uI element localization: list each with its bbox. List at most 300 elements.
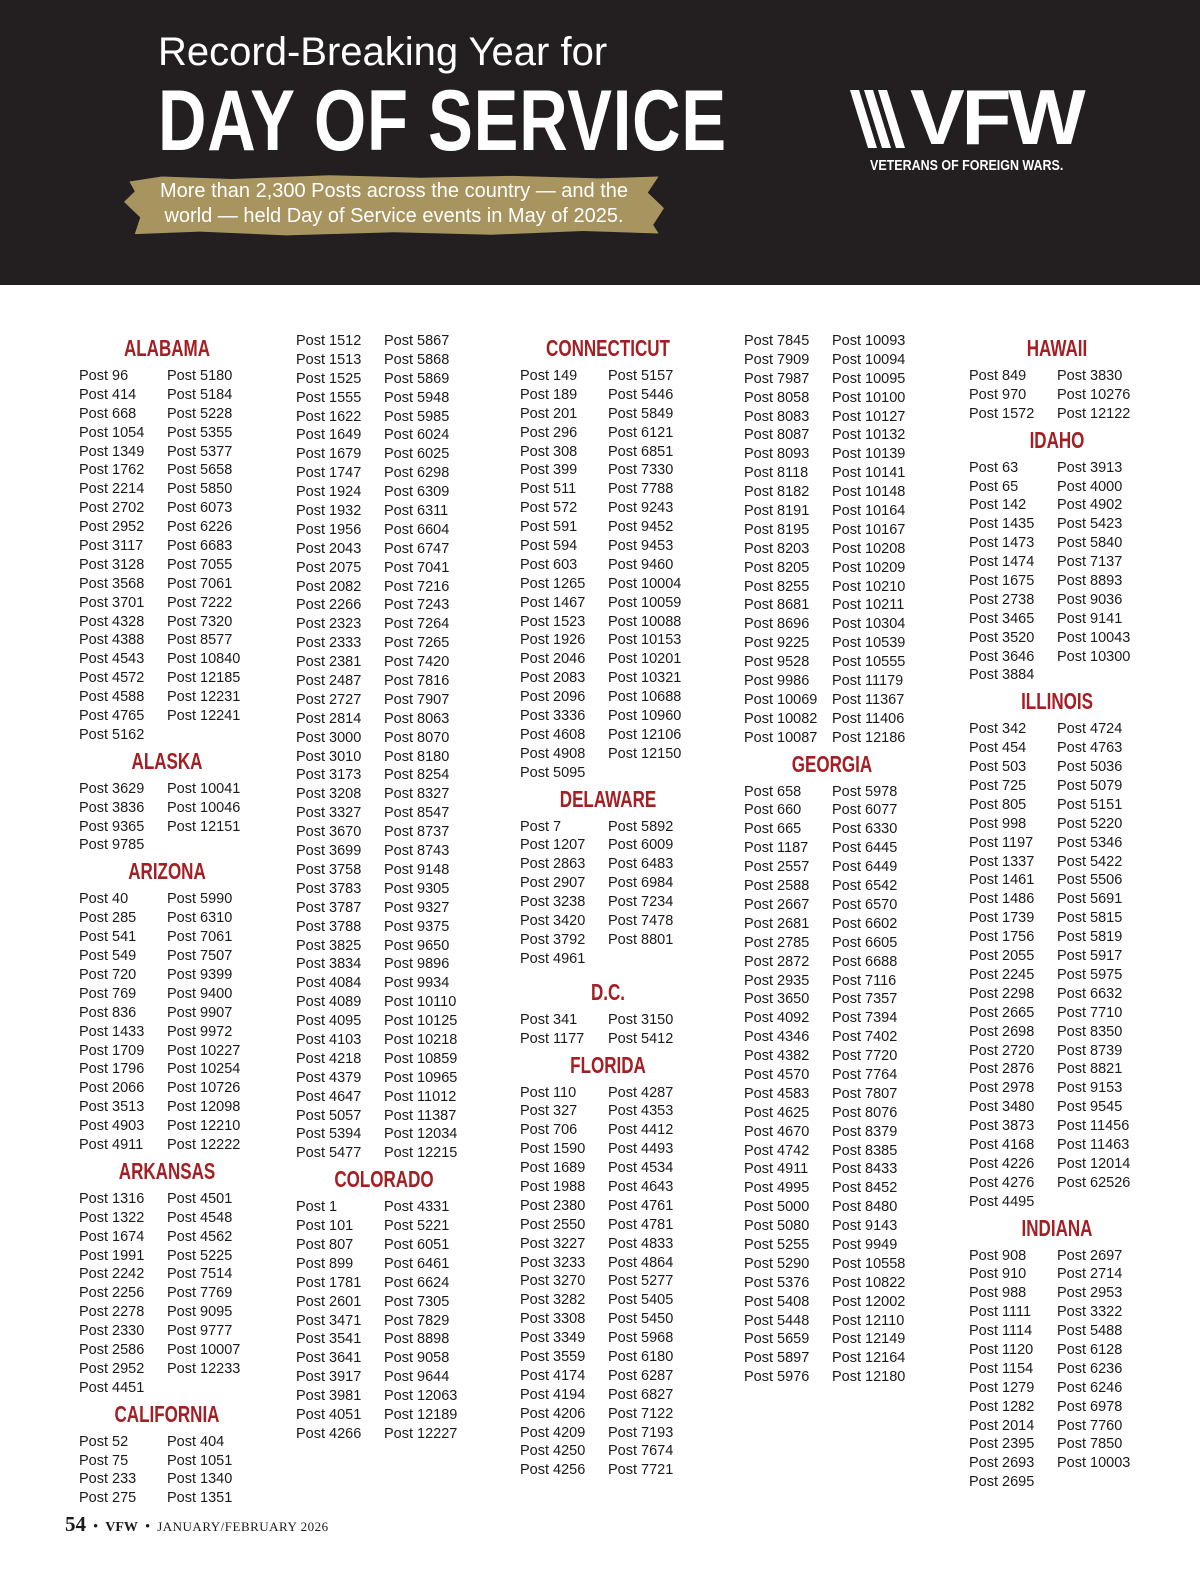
post-entry: Post 6449 bbox=[832, 859, 898, 876]
post-entry: Post 4761 bbox=[608, 1197, 674, 1214]
state-name: CALIFORNIA bbox=[114, 1400, 220, 1427]
state-heading bbox=[969, 685, 1169, 720]
post-entry: Post 6851 bbox=[608, 443, 674, 460]
post-entry: Post 3233 bbox=[520, 1254, 586, 1271]
post-entry: Post 1322 bbox=[79, 1209, 145, 1226]
post-entry: Post 7721 bbox=[608, 1462, 674, 1479]
post-entry: Post 3787 bbox=[296, 899, 362, 916]
post-entry: Post 1486 bbox=[969, 891, 1035, 908]
post-entry: Post 1747 bbox=[296, 465, 362, 482]
post-entry: Post 1187 bbox=[744, 840, 809, 857]
post-entry: Post 7330 bbox=[608, 462, 674, 479]
post-entry: Post 668 bbox=[79, 405, 137, 422]
post-entry: Post 189 bbox=[520, 386, 578, 403]
post-entry: Post 7845 bbox=[744, 333, 810, 349]
post-entry: Post 3327 bbox=[296, 805, 362, 822]
post-entry: Post 4276 bbox=[969, 1174, 1035, 1191]
post-entry: Post 2333 bbox=[296, 635, 362, 652]
post-entry: Post 3701 bbox=[79, 594, 145, 611]
post-entry: Post 1474 bbox=[969, 554, 1035, 571]
post-entry: Post 10726 bbox=[167, 1080, 241, 1097]
post-entry: Post 5506 bbox=[1057, 872, 1123, 889]
post-entry: Post 3758 bbox=[296, 861, 362, 878]
post-entry: Post 9399 bbox=[167, 966, 233, 983]
post-entry: Post 725 bbox=[969, 778, 1027, 795]
post-entry: Post 769 bbox=[79, 985, 137, 1002]
post-entry: Post 5867 bbox=[384, 333, 450, 349]
post-entry: Post 4174 bbox=[520, 1367, 586, 1384]
post-entry: Post 296 bbox=[520, 424, 578, 441]
post-entry: Post 3792 bbox=[520, 931, 586, 948]
post-entry: Post 40 bbox=[79, 891, 129, 908]
post-entry: Post 454 bbox=[969, 740, 1027, 757]
post-entry: Post 3884 bbox=[969, 667, 1035, 684]
post-entry: Post 2863 bbox=[520, 856, 586, 873]
post-entry: Post 5917 bbox=[1057, 948, 1123, 965]
post-entry: Post 3270 bbox=[520, 1273, 586, 1290]
post-entry: Post 5423 bbox=[1057, 516, 1123, 533]
post-entry: Post 9934 bbox=[384, 975, 450, 992]
issue-date: JANUARY/FEBRUARY 2026 bbox=[157, 1519, 329, 1534]
post-entry: Post 2695 bbox=[969, 1474, 1035, 1491]
post-entry: Post 2266 bbox=[296, 597, 362, 614]
post-entry: Post 10093 bbox=[832, 333, 906, 349]
state-name: CONNECTICUT bbox=[546, 335, 670, 361]
state-name: INDIANA bbox=[1021, 1214, 1093, 1241]
post-entry: Post 62526 bbox=[1057, 1174, 1131, 1191]
post-entry: Post 2586 bbox=[79, 1341, 145, 1358]
post-entry: Post 6984 bbox=[608, 875, 674, 892]
post-entry: Post 9986 bbox=[744, 673, 810, 690]
post-entry: Post 101 bbox=[296, 1218, 354, 1235]
post-entry: Post 1796 bbox=[79, 1061, 145, 1078]
post-entry: Post 2714 bbox=[1057, 1266, 1123, 1283]
post-entry: Post 12180 bbox=[832, 1369, 906, 1386]
post-entry: Post 10059 bbox=[608, 594, 682, 611]
state-name: HAWAII bbox=[1026, 335, 1088, 361]
post-entry: Post 11179 bbox=[832, 673, 904, 690]
state-name: ALABAMA bbox=[123, 335, 211, 361]
post-entry: Post 1590 bbox=[520, 1141, 586, 1158]
post-entry: Post 1525 bbox=[296, 370, 362, 387]
post-entry: Post 4583 bbox=[744, 1085, 810, 1102]
post-entry: Post 10003 bbox=[1057, 1455, 1131, 1472]
post-list bbox=[520, 1084, 720, 1481]
post-entry: Post 5151 bbox=[1057, 796, 1123, 813]
post-entry: Post 233 bbox=[79, 1471, 137, 1488]
post-entry: Post 9375 bbox=[384, 918, 450, 935]
post-entry: Post 65 bbox=[969, 478, 1019, 495]
post-entry: Post 1523 bbox=[520, 613, 586, 630]
post-entry: Post 8203 bbox=[744, 540, 810, 557]
post-entry: Post 2278 bbox=[79, 1304, 145, 1321]
post-entry: Post 8205 bbox=[744, 559, 810, 576]
post-entry: Post 5184 bbox=[167, 386, 233, 403]
post-entry: Post 1555 bbox=[296, 389, 362, 406]
post-entry: Post 12215 bbox=[384, 1145, 458, 1162]
subheadline-line-1: More than 2,300 Posts across the country — and the bbox=[159, 180, 629, 202]
post-entry: Post 2665 bbox=[969, 1004, 1035, 1021]
post-entry: Post 2046 bbox=[520, 651, 586, 668]
post-entry: Post 6121 bbox=[608, 424, 674, 441]
post-entry: Post 1435 bbox=[969, 516, 1035, 533]
post-entry: Post 3825 bbox=[296, 937, 362, 954]
post-list bbox=[79, 780, 279, 856]
post-entry: Post 1111 bbox=[969, 1304, 1032, 1321]
post-entry: Post 2082 bbox=[296, 578, 362, 595]
logo-tagline: VETERANS OF FOREIGN WARS. bbox=[870, 158, 1064, 174]
post-entry: Post 1756 bbox=[969, 929, 1035, 946]
subheadline-line-2: world — held Day of Service events in May of 2025. bbox=[164, 205, 624, 227]
post-entry: Post 4625 bbox=[744, 1104, 810, 1121]
post-entry: Post 3917 bbox=[296, 1369, 362, 1386]
post-entry: Post 5376 bbox=[744, 1274, 810, 1291]
post-entry: Post 2323 bbox=[296, 616, 362, 633]
post-entry: Post 6445 bbox=[832, 840, 898, 857]
post-entry: Post 3173 bbox=[296, 767, 362, 784]
post-entry: Post 10822 bbox=[832, 1274, 906, 1291]
post-entry: Post 6978 bbox=[1057, 1398, 1123, 1415]
post-entry: Post 908 bbox=[969, 1247, 1027, 1264]
post-entry: Post 5220 bbox=[1057, 815, 1123, 832]
post-entry: Post 8083 bbox=[744, 408, 810, 425]
post-entry: Post 4250 bbox=[520, 1443, 586, 1460]
post-entry: Post 4495 bbox=[969, 1193, 1035, 1210]
post-entry: Post 6311 bbox=[384, 503, 449, 520]
post-entry: Post 4266 bbox=[296, 1425, 362, 1442]
post-entry: Post 7514 bbox=[167, 1266, 233, 1283]
post-entry: Post 4218 bbox=[296, 1050, 362, 1067]
post-entry: Post 1679 bbox=[296, 446, 362, 463]
post-entry: Post 4911 bbox=[744, 1161, 809, 1178]
post-entry: Post 2935 bbox=[744, 972, 810, 989]
post-entry: Post 12034 bbox=[384, 1126, 458, 1143]
post-entry: Post 10069 bbox=[744, 691, 818, 708]
post-entry: Post 110 bbox=[520, 1084, 577, 1101]
post-entry: Post 7264 bbox=[384, 616, 450, 633]
post-entry: Post 1207 bbox=[520, 837, 586, 854]
post-entry: Post 5819 bbox=[1057, 929, 1123, 946]
post-entry: Post 7061 bbox=[167, 575, 233, 592]
post-entry: Post 541 bbox=[79, 929, 137, 946]
post-entry: Post 4570 bbox=[744, 1066, 810, 1083]
state-name: D.C. bbox=[590, 978, 626, 1005]
post-entry: Post 10082 bbox=[744, 710, 818, 727]
post-entry: Post 10210 bbox=[832, 578, 906, 595]
post-entry: Post 3480 bbox=[969, 1099, 1035, 1116]
post-entry: Post 10094 bbox=[832, 351, 906, 368]
post-entry: Post 4000 bbox=[1057, 478, 1123, 495]
post-list bbox=[520, 367, 720, 783]
post-entry: Post 96 bbox=[79, 368, 129, 384]
post-entry: Post 5868 bbox=[384, 351, 450, 368]
state-heading bbox=[296, 1163, 496, 1198]
post-entry: Post 7265 bbox=[384, 635, 450, 652]
post-entry: Post 10321 bbox=[608, 670, 682, 687]
post-entry: Post 1051 bbox=[167, 1452, 233, 1469]
post-entry: Post 4833 bbox=[608, 1235, 674, 1252]
post-entry: Post 2066 bbox=[79, 1080, 145, 1097]
post-entry: Post 10960 bbox=[608, 708, 682, 725]
post-entry: Post 2298 bbox=[969, 985, 1035, 1002]
post-entry: Post 5162 bbox=[79, 726, 145, 743]
post-entry: Post 6009 bbox=[608, 837, 674, 854]
post-entry: Post 5057 bbox=[296, 1107, 362, 1124]
post-column-5 bbox=[969, 332, 1169, 1492]
post-entry: Post 3282 bbox=[520, 1292, 586, 1309]
post-entry: Post 9095 bbox=[167, 1304, 233, 1321]
post-list bbox=[969, 720, 1169, 1211]
post-entry: Post 8801 bbox=[608, 931, 674, 948]
state-heading bbox=[520, 332, 720, 367]
post-entry: Post 5157 bbox=[608, 368, 674, 384]
post-entry: Post 5080 bbox=[744, 1218, 810, 1235]
post-entry: Post 7041 bbox=[384, 559, 450, 576]
post-entry: Post 7137 bbox=[1057, 554, 1123, 571]
post-entry: Post 8195 bbox=[744, 521, 810, 538]
post-entry: Post 6542 bbox=[832, 878, 898, 895]
post-entry: Post 10558 bbox=[832, 1255, 906, 1272]
post-entry: Post 5892 bbox=[608, 818, 674, 835]
post-entry: Post 2014 bbox=[969, 1417, 1035, 1434]
post-entry: Post 6688 bbox=[832, 953, 898, 970]
post-entry: Post 5448 bbox=[744, 1312, 810, 1329]
post-entry: Post 8893 bbox=[1057, 573, 1123, 590]
post-entry: Post 10132 bbox=[832, 427, 906, 444]
state-name: ILLINOIS bbox=[1021, 688, 1093, 715]
post-entry: Post 9036 bbox=[1057, 591, 1123, 608]
post-entry: Post 1337 bbox=[969, 853, 1035, 870]
post-entry: Post 1513 bbox=[296, 351, 362, 368]
post-entry: Post 11387 bbox=[384, 1107, 457, 1124]
post-entry: Post 10304 bbox=[832, 616, 906, 633]
post-entry: Post 1473 bbox=[969, 535, 1035, 552]
post-entry: Post 63 bbox=[969, 459, 1019, 476]
post-entry: Post 1197 bbox=[969, 834, 1034, 851]
post-entry: Post 2043 bbox=[296, 540, 362, 557]
post-entry: Post 4379 bbox=[296, 1069, 362, 1086]
post-entry: Post 8739 bbox=[1057, 1042, 1123, 1059]
state-name: ARKANSAS bbox=[118, 1157, 216, 1184]
post-entry: Post 5412 bbox=[608, 1030, 674, 1047]
post-entry: Post 7764 bbox=[832, 1066, 898, 1083]
post-list bbox=[296, 332, 496, 1163]
post-entry: Post 2381 bbox=[296, 654, 362, 671]
post-entry: Post 6330 bbox=[832, 821, 898, 838]
post-entry: Post 3465 bbox=[969, 610, 1035, 627]
post-list bbox=[520, 818, 720, 969]
post-entry: Post 3629 bbox=[79, 780, 145, 797]
post-entry: Post 9452 bbox=[608, 519, 674, 536]
post-entry: Post 9225 bbox=[744, 635, 810, 652]
post-entry: Post 4328 bbox=[79, 613, 145, 630]
post-entry: Post 3699 bbox=[296, 843, 362, 860]
post-list bbox=[744, 783, 944, 1388]
post-entry: Post 5355 bbox=[167, 424, 233, 441]
post-entry: Post 2601 bbox=[296, 1293, 362, 1310]
post-entry: Post 4095 bbox=[296, 1013, 362, 1030]
post-entry: Post 4911 bbox=[79, 1136, 144, 1153]
post-entry: Post 8898 bbox=[384, 1331, 450, 1348]
post-entry: Post 12149 bbox=[832, 1331, 906, 1348]
state-heading bbox=[744, 748, 944, 783]
post-entry: Post 341 bbox=[520, 1011, 578, 1028]
post-entry: Post 6128 bbox=[1057, 1341, 1123, 1358]
post-entry: Post 2698 bbox=[969, 1023, 1035, 1040]
post-entry: Post 5450 bbox=[608, 1311, 674, 1328]
post-entry: Post 149 bbox=[520, 368, 578, 384]
post-entry: Post 5180 bbox=[167, 368, 233, 384]
post-entry: Post 4588 bbox=[79, 689, 145, 706]
post-entry: Post 3646 bbox=[969, 648, 1035, 665]
post-entry: Post 5277 bbox=[608, 1273, 674, 1290]
post-entry: Post 3541 bbox=[296, 1331, 362, 1348]
post-entry: Post 7720 bbox=[832, 1048, 898, 1065]
post-entry: Post 2380 bbox=[520, 1197, 586, 1214]
post-entry: Post 3830 bbox=[1057, 368, 1123, 384]
post-entry: Post 7 bbox=[520, 818, 562, 835]
state-name: COLORADO bbox=[334, 1166, 434, 1193]
post-entry: Post 9141 bbox=[1057, 610, 1123, 627]
state-heading bbox=[969, 424, 1169, 459]
post-column-1 bbox=[79, 332, 279, 1508]
post-entry: Post 10211 bbox=[832, 597, 905, 614]
post-entry: Post 3308 bbox=[520, 1311, 586, 1328]
post-entry: Post 10046 bbox=[167, 799, 241, 816]
footer-bullet-2: • bbox=[144, 1519, 151, 1535]
post-entry: Post 2075 bbox=[296, 559, 362, 576]
post-entry: Post 1114 bbox=[969, 1323, 1033, 1340]
post-entry: Post 7710 bbox=[1057, 1004, 1123, 1021]
post-entry: Post 5968 bbox=[608, 1330, 674, 1347]
post-entry: Post 3336 bbox=[520, 708, 586, 725]
post-entry: Post 4353 bbox=[608, 1103, 674, 1120]
post-entry: Post 6077 bbox=[832, 802, 898, 819]
post-entry: Post 1991 bbox=[79, 1247, 145, 1264]
post-entry: Post 8681 bbox=[744, 597, 810, 614]
post-entry: Post 7760 bbox=[1057, 1417, 1123, 1434]
post-entry: Post 4670 bbox=[744, 1123, 810, 1140]
post-entry: Post 7357 bbox=[832, 991, 898, 1008]
post-entry: Post 4388 bbox=[79, 632, 145, 649]
post-list bbox=[79, 1190, 279, 1398]
post-entry: Post 4543 bbox=[79, 651, 145, 668]
post-entry: Post 6624 bbox=[384, 1274, 450, 1291]
post-entry: Post 12185 bbox=[167, 670, 241, 687]
post-entry: Post 1924 bbox=[296, 484, 362, 501]
post-entry: Post 10100 bbox=[832, 389, 906, 406]
post-entry: Post 10965 bbox=[384, 1069, 458, 1086]
post-entry: Post 7850 bbox=[1057, 1436, 1123, 1453]
magazine-name: VFW bbox=[105, 1520, 138, 1535]
post-entry: Post 7320 bbox=[167, 613, 233, 630]
post-entry: Post 8433 bbox=[832, 1161, 898, 1178]
post-entry: Post 5658 bbox=[167, 462, 233, 479]
post-entry: Post 5446 bbox=[608, 386, 674, 403]
post-entry: Post 1349 bbox=[79, 443, 145, 460]
post-entry: Post 12210 bbox=[167, 1118, 241, 1135]
post-entry: Post 1120 bbox=[969, 1341, 1034, 1358]
post-entry: Post 3150 bbox=[608, 1011, 674, 1028]
post-entry: Post 9305 bbox=[384, 880, 450, 897]
post-entry: Post 11367 bbox=[832, 691, 905, 708]
post-entry: Post 5488 bbox=[1057, 1323, 1123, 1340]
post-entry: Post 4724 bbox=[1057, 721, 1123, 738]
state-heading bbox=[969, 332, 1169, 367]
post-entry: Post 2487 bbox=[296, 673, 362, 690]
post-entry: Post 10007 bbox=[167, 1341, 241, 1358]
post-entry: Post 7055 bbox=[167, 556, 233, 573]
post-entry: Post 1054 bbox=[79, 424, 145, 441]
post-entry: Post 10201 bbox=[608, 651, 682, 668]
post-entry: Post 4346 bbox=[744, 1029, 810, 1046]
post-entry: Post 342 bbox=[969, 721, 1027, 738]
post-entry: Post 12151 bbox=[167, 818, 241, 835]
post-entry: Post 2588 bbox=[744, 878, 810, 895]
post-entry: Post 4908 bbox=[520, 745, 586, 762]
post-entry: Post 5477 bbox=[296, 1145, 362, 1162]
page-number: 54 bbox=[65, 1512, 86, 1536]
post-entry: Post 2214 bbox=[79, 481, 145, 498]
post-entry: Post 2096 bbox=[520, 689, 586, 706]
post-entry: Post 10095 bbox=[832, 370, 906, 387]
post-entry: Post 1572 bbox=[969, 405, 1035, 422]
post-entry: Post 8058 bbox=[744, 389, 810, 406]
post-entry: Post 7909 bbox=[744, 351, 810, 368]
post-entry: Post 3513 bbox=[79, 1099, 145, 1116]
post-entry: Post 52 bbox=[79, 1433, 129, 1450]
post-entry: Post 10208 bbox=[832, 540, 906, 557]
post-entry: Post 9777 bbox=[167, 1323, 233, 1340]
post-entry: Post 2727 bbox=[296, 691, 362, 708]
post-entry: Post 1316 bbox=[79, 1190, 145, 1207]
post-entry: Post 2330 bbox=[79, 1323, 145, 1340]
post-entry: Post 6309 bbox=[384, 484, 450, 501]
post-entry: Post 970 bbox=[969, 386, 1027, 403]
post-entry: Post 7987 bbox=[744, 370, 810, 387]
post-entry: Post 3788 bbox=[296, 918, 362, 935]
post-entry: Post 12150 bbox=[608, 745, 682, 762]
post-entry: Post 5990 bbox=[167, 891, 233, 908]
post-entry: Post 8255 bbox=[744, 578, 810, 595]
post-entry: Post 12106 bbox=[608, 726, 682, 743]
post-entry: Post 6604 bbox=[384, 521, 450, 538]
post-entry: Post 8182 bbox=[744, 484, 810, 501]
post-entry: Post 2907 bbox=[520, 875, 586, 892]
post-entry: Post 11012 bbox=[384, 1088, 457, 1105]
post-entry: Post 12014 bbox=[1057, 1155, 1131, 1172]
post-entry: Post 8063 bbox=[384, 710, 450, 727]
post-entry: Post 4089 bbox=[296, 994, 362, 1011]
post-entry: Post 142 bbox=[969, 497, 1027, 514]
post-entry: Post 4534 bbox=[608, 1160, 674, 1177]
post-entry: Post 8180 bbox=[384, 748, 450, 765]
post-entry: Post 5850 bbox=[167, 481, 233, 498]
post-entry: Post 7394 bbox=[832, 1010, 898, 1027]
post-entry: Post 7222 bbox=[167, 594, 233, 611]
post-entry: Post 6602 bbox=[832, 915, 898, 932]
post-entry: Post 5408 bbox=[744, 1293, 810, 1310]
post-entry: Post 10153 bbox=[608, 632, 682, 649]
post-entry: Post 399 bbox=[520, 462, 578, 479]
subheadline bbox=[124, 179, 664, 229]
post-entry: Post 3650 bbox=[744, 991, 810, 1008]
section-spacer bbox=[520, 969, 720, 976]
post-entry: Post 849 bbox=[969, 368, 1027, 384]
state-name: IDAHO bbox=[1029, 426, 1085, 453]
post-entry: Post 4331 bbox=[384, 1199, 450, 1216]
post-entry: Post 10125 bbox=[384, 1013, 458, 1030]
